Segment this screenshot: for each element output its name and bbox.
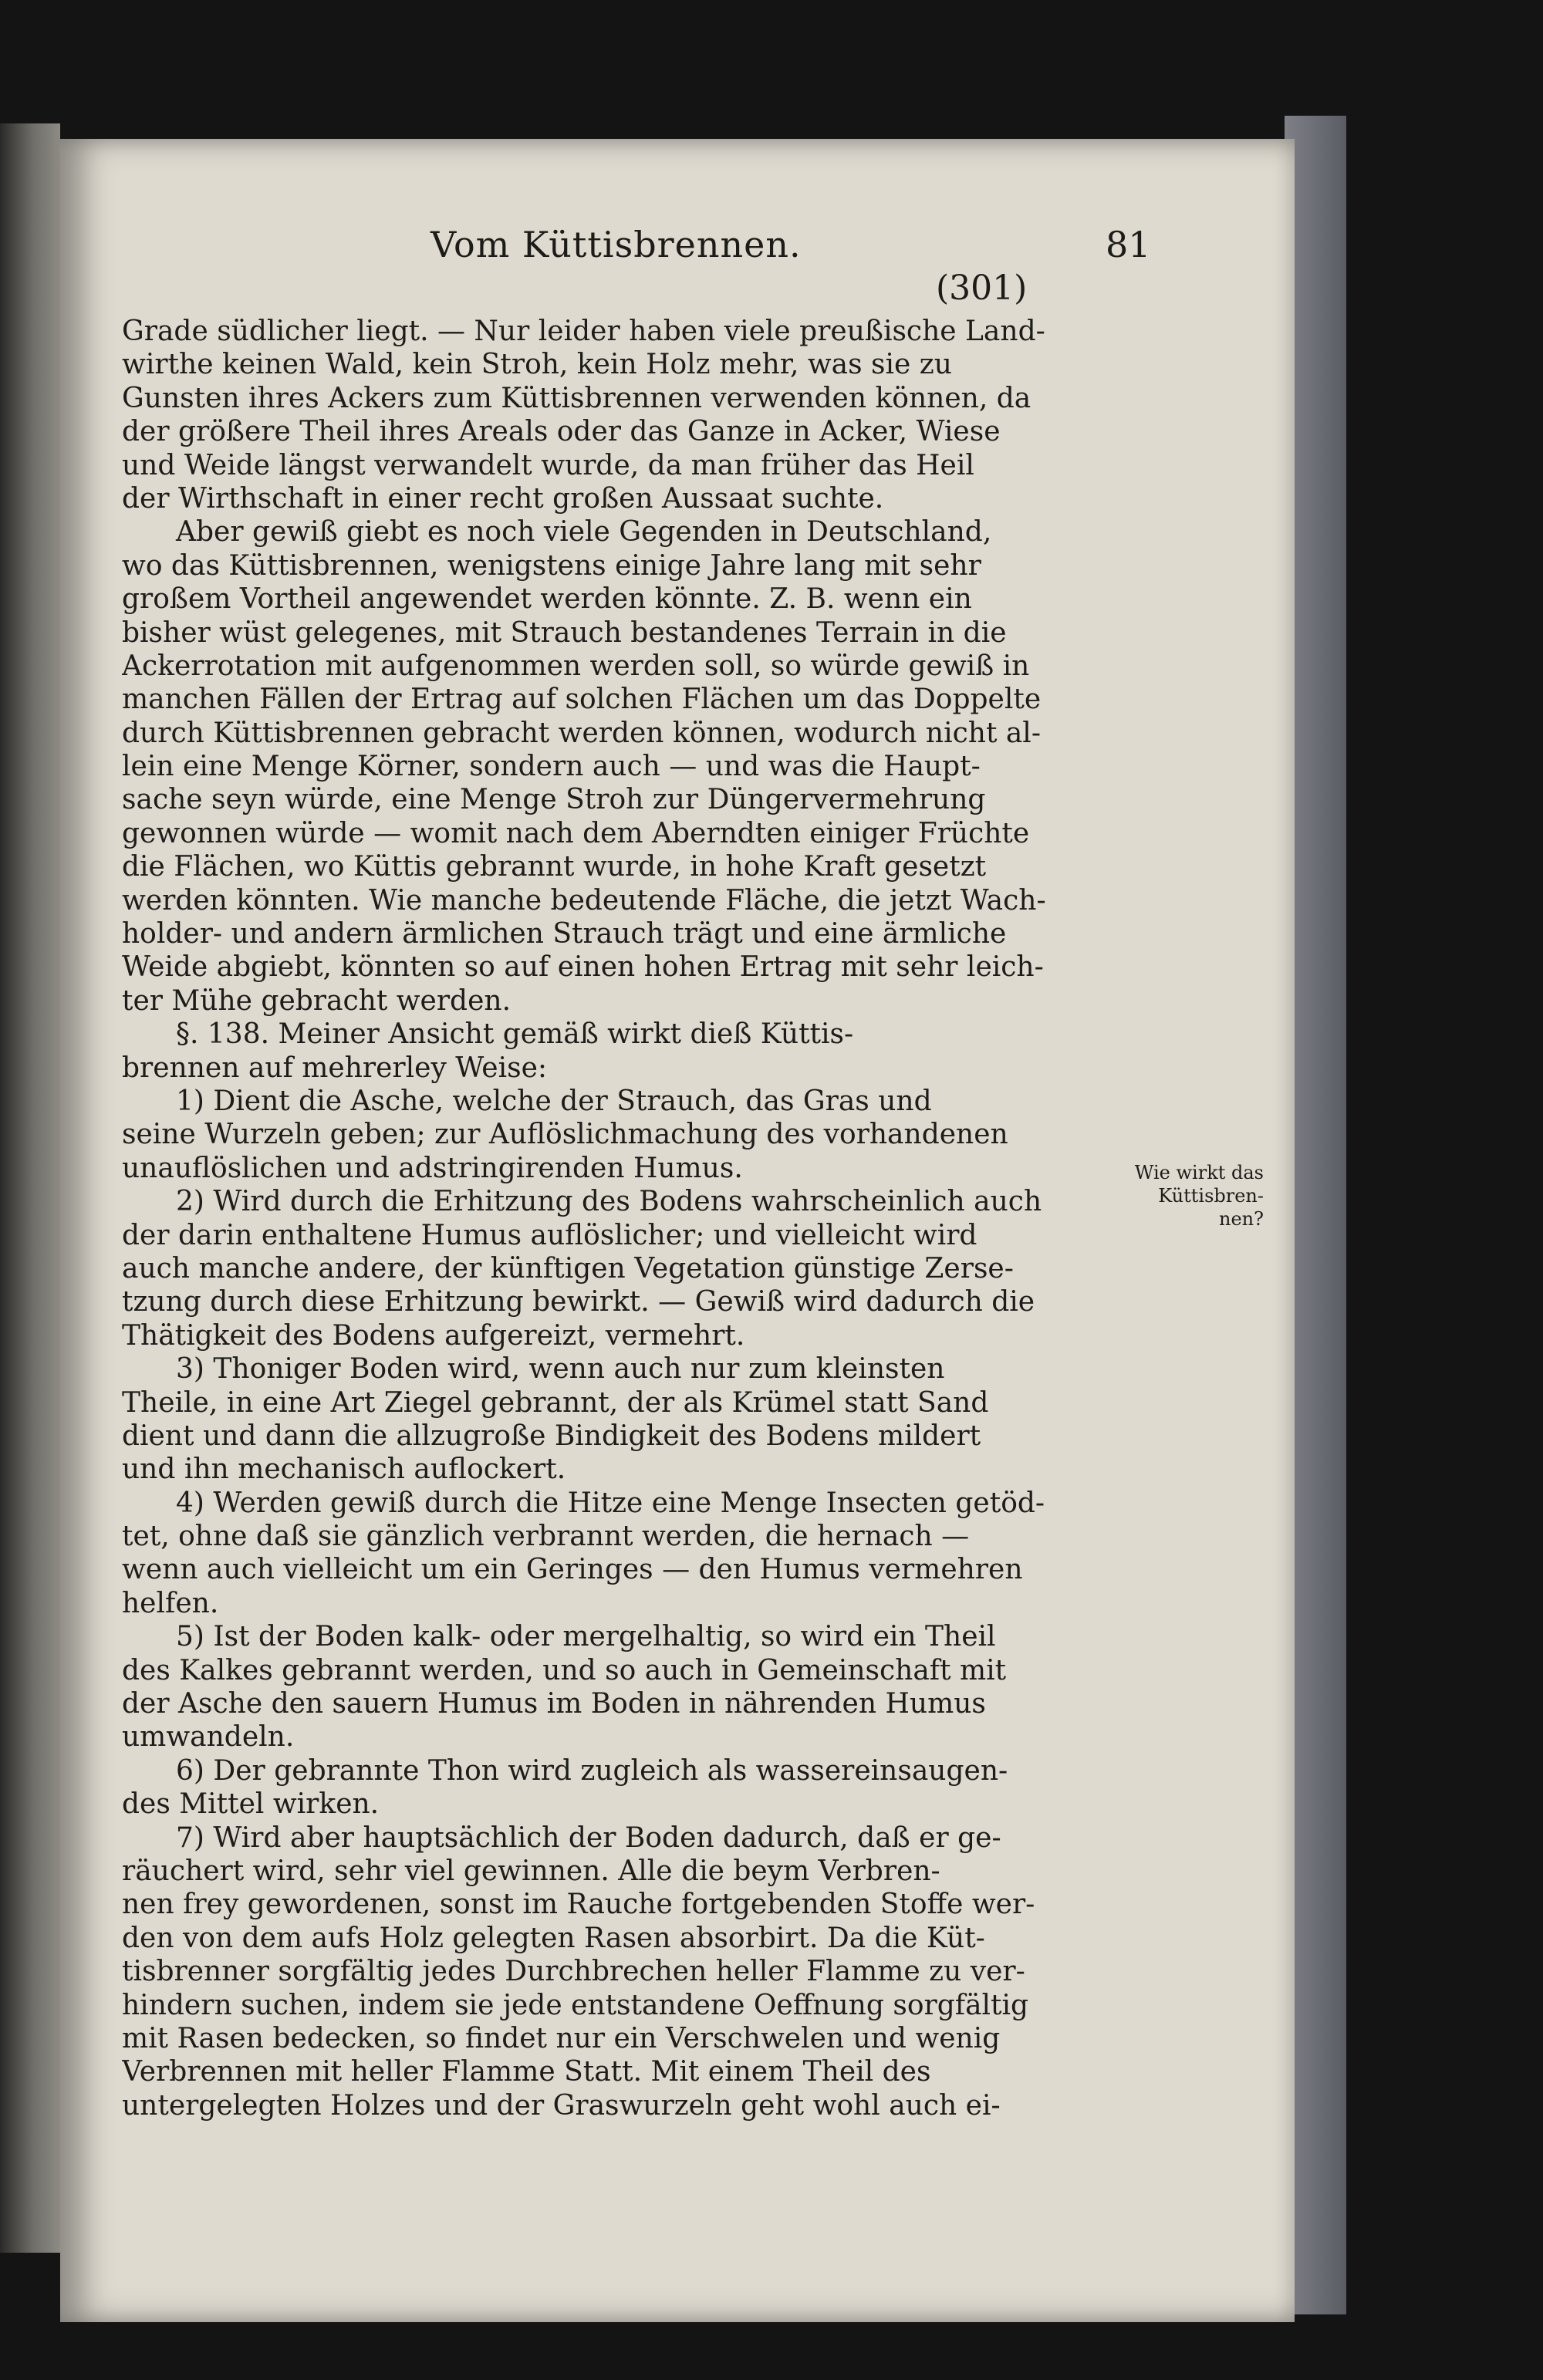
text-line: und Weide längst verwandelt wurde, da man früher das Heil xyxy=(122,449,974,481)
text-line: sache seyn würde, eine Menge Stroh zur Düngervermehrung xyxy=(122,784,986,816)
text-line: 2) Wird durch die Erhitzung des Bodens wahrscheinlich auch xyxy=(176,1186,1042,1218)
text-line: hindern suchen, indem sie jede entstandene Oeffnung sorgfältig xyxy=(122,1989,1029,2021)
text-line: wo das Küttisbrennen, wenigstens einige Jahre lang mit sehr xyxy=(122,549,981,582)
text-line: helfen. xyxy=(122,1587,219,1619)
marginal-note xyxy=(1133,1161,1264,1231)
text-line: lein eine Menge Körner, sondern auch — und was die Haupt- xyxy=(122,751,981,783)
marginal-note-line: Wie wirkt das xyxy=(1134,1162,1264,1183)
left-book-cover xyxy=(0,123,60,2253)
text-line: räuchert wird, sehr viel gewinnen. Alle die beym Verbren- xyxy=(122,1855,940,1887)
marginal-note-line: nen? xyxy=(1219,1208,1264,1230)
text-line: nen frey gewordenen, sonst im Rauche fortgebenden Stoffe wer- xyxy=(122,1889,1035,1921)
text-line: die Flächen, wo Küttis gebrannt wurde, in hohe Kraft gesetzt xyxy=(122,851,987,883)
running-title: Vom Küttisbrennen. xyxy=(430,224,802,265)
text-line: 6) Der gebrannte Thon wird zugleich als wassereinsaugen- xyxy=(176,1754,1008,1787)
text-line: der darin enthaltene Humus auflöslicher; und vielleicht wird xyxy=(122,1219,977,1251)
text-line: brennen auf mehrerley Weise: xyxy=(122,1052,548,1084)
text-line: 1) Dient die Asche, welche der Strauch, das Gras und xyxy=(176,1085,932,1117)
text-line: untergelegten Holzes und der Graswurzeln geht wohl auch ei- xyxy=(122,2089,1001,2122)
text-line: Ackerrotation mit aufgenommen werden soll, so würde gewiß in xyxy=(122,650,1030,682)
text-line: mit Rasen bedecken, so findet nur ein Verschwelen und wenig xyxy=(122,2022,1001,2054)
text-line: des Mittel wirken. xyxy=(122,1788,380,1821)
book-page xyxy=(60,139,1295,2322)
text-line: unauflöslichen und adstringirenden Humus. xyxy=(122,1152,743,1184)
text-line: Grade südlicher liegt. — Nur leider haben viele preußische Land- xyxy=(122,316,1045,347)
text-line: der Asche den sauern Humus im Boden in nährenden Humus xyxy=(122,1688,986,1720)
text-line: der größere Theil ihres Areals oder das Ganze in Acker, Wiese xyxy=(122,416,1001,448)
text-line: umwandeln. xyxy=(122,1721,295,1754)
page-header xyxy=(60,224,1295,308)
section-number: (301) xyxy=(936,268,1028,308)
text-line: tisbrenner sorgfältig jedes Durchbrechen heller Flamme zu ver- xyxy=(122,1956,1025,1988)
text-line: Theile, in eine Art Ziegel gebrannt, der als Krümel statt Sand xyxy=(122,1386,989,1419)
text-line: der Wirthschaft in einer recht großen Aussaat suchte. xyxy=(122,482,884,515)
text-line: und ihn mechanisch auflockert. xyxy=(122,1453,566,1486)
text-line: tet, ohne daß sie gänzlich verbrannt werden, die hernach — xyxy=(122,1521,970,1553)
text-line: auch manche andere, der künftigen Vegetation günstige Zerse- xyxy=(122,1252,1014,1285)
body-text xyxy=(122,315,1194,2122)
text-line: Aber gewiß giebt es noch viele Gegenden in Deutschland, xyxy=(176,516,992,549)
text-line: großem Vortheil angewendet werden könnte. Z. B. wenn ein xyxy=(122,583,972,616)
text-line: 5) Ist der Boden kalk- oder mergelhaltig, so wird ein Theil xyxy=(176,1621,996,1653)
text-line: Thätigkeit des Bodens aufgereizt, vermehrt. xyxy=(122,1319,745,1352)
section-heading-line: §. 138. Meiner Ansicht gemäß wirkt dieß Küttis- xyxy=(176,1018,854,1051)
page-number: 81 xyxy=(1106,224,1151,265)
text-line: manchen Fällen der Ertrag auf solchen Flächen um das Doppelte xyxy=(122,684,1042,716)
text-line: werden könnten. Wie manche bedeutende Fläche, die jetzt Wach- xyxy=(122,884,1046,917)
text-line: seine Wurzeln geben; zur Auflöslichmachung des vorhandenen xyxy=(122,1119,1008,1151)
text-line: den von dem aufs Holz gelegten Rasen absorbirt. Da die Küt- xyxy=(122,1922,985,1954)
text-line: Weide abgiebt, könnten so auf einen hohen Ertrag mit sehr leich- xyxy=(122,951,1044,984)
text-line: ter Mühe gebracht werden. xyxy=(122,984,512,1017)
text-line: bisher wüst gelegenes, mit Strauch bestandenes Terrain in die xyxy=(122,616,1007,649)
text-line: des Kalkes gebrannt werden, und so auch in Gemeinschaft mit xyxy=(122,1654,1007,1686)
text-line: gewonnen würde — womit nach dem Aberndten einiger Früchte xyxy=(122,817,1030,849)
text-line: 3) Thoniger Boden wird, wenn auch nur zum kleinsten xyxy=(176,1353,945,1386)
text-line: 7) Wird aber hauptsächlich der Boden dadurch, daß er ge- xyxy=(176,1821,1001,1854)
text-line: wirthe keinen Wald, kein Stroh, kein Holz mehr, was sie zu xyxy=(122,349,952,381)
marginal-note-line: Küttisbren- xyxy=(1158,1185,1264,1207)
text-line: tzung durch diese Erhitzung bewirkt. — Gewiß wird dadurch die xyxy=(122,1286,1035,1318)
text-line: holder- und andern ärmlichen Strauch trägt und eine ärmliche xyxy=(122,918,1007,950)
text-line: wenn auch vielleicht um ein Geringes — den Humus vermehren xyxy=(122,1554,1023,1586)
text-line: durch Küttisbrennen gebracht werden können, wodurch nicht al- xyxy=(122,717,1041,749)
text-line: Verbrennen mit heller Flamme Statt. Mit einem Theil des xyxy=(122,2056,931,2088)
text-line: dient und dann die allzugroße Bindigkeit des Bodens mildert xyxy=(122,1420,981,1452)
text-line: 4) Werden gewiß durch die Hitze eine Menge Insecten getöd- xyxy=(176,1487,1045,1519)
text-line: Gunsten ihres Ackers zum Küttisbrennen verwenden können, da xyxy=(122,382,1031,414)
